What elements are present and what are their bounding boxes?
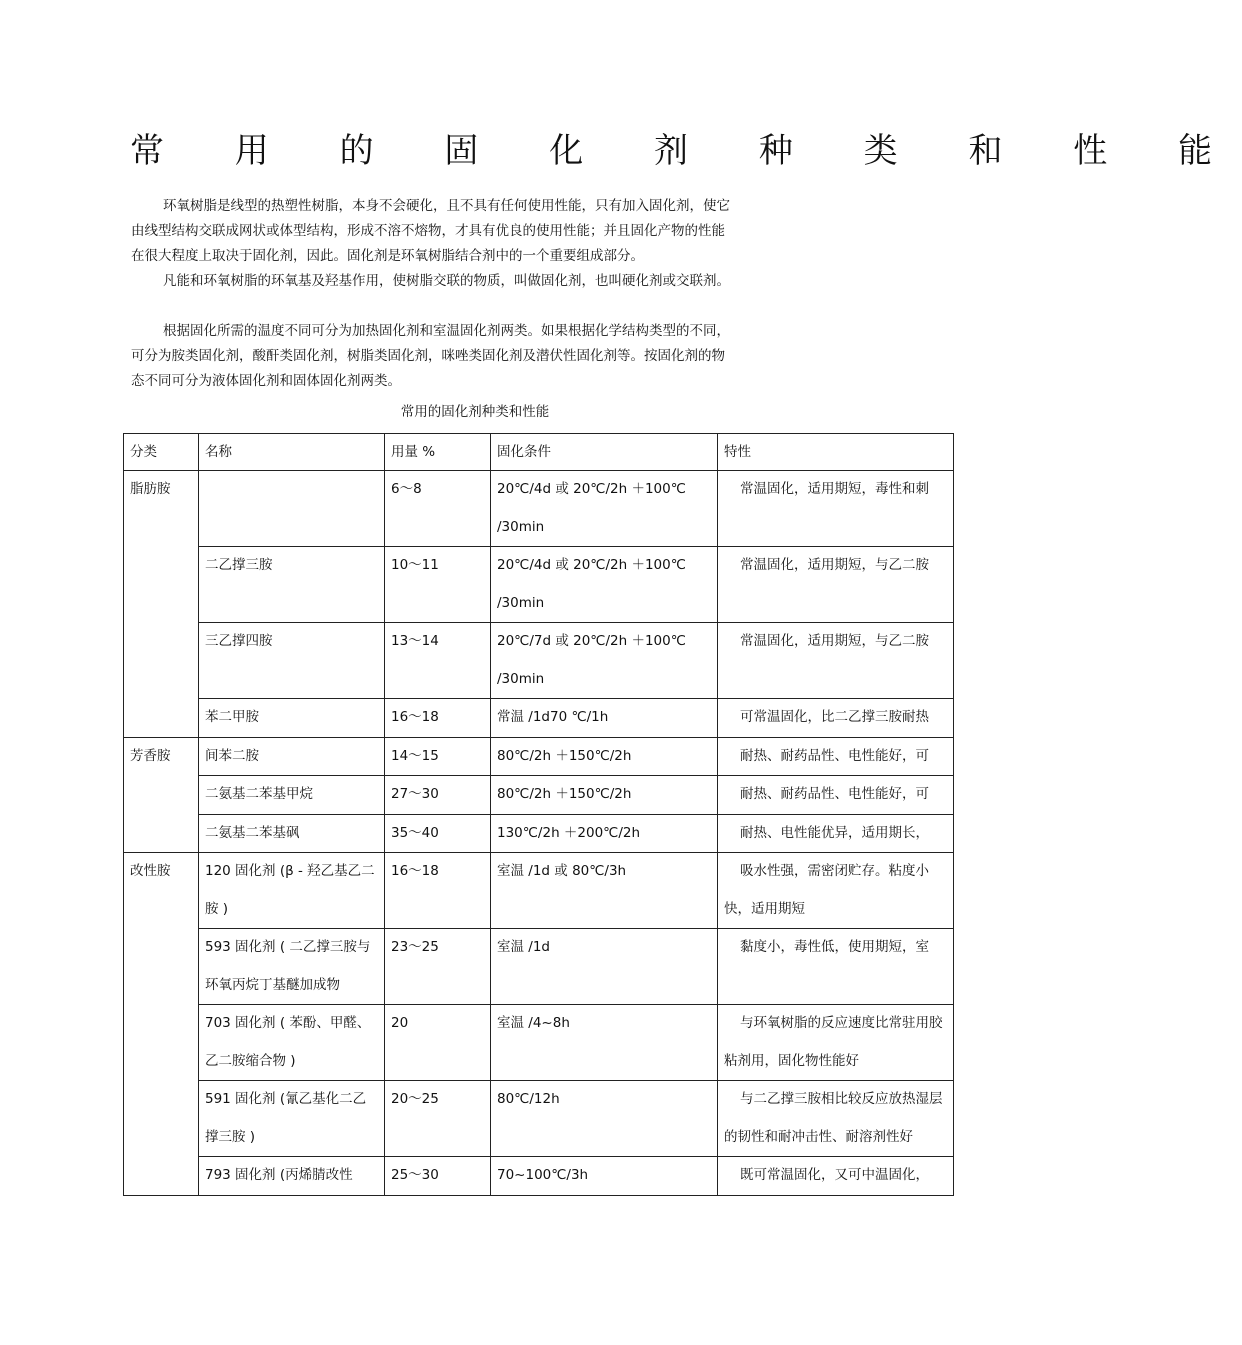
feature-cell: 可常温固化，比二乙撑三胺耐热: [718, 699, 954, 738]
name-cell: 二乙撑三胺: [199, 547, 385, 623]
amount-cell: 10～11: [385, 547, 491, 623]
condition-cell: 常温 /1d70 ℃/1h: [491, 699, 718, 738]
name-cell: 793 固化剂 (丙烯腈改性: [199, 1157, 385, 1196]
header-feature: 特性: [718, 434, 954, 471]
amount-cell: 20～25: [385, 1081, 491, 1157]
table-row: [124, 737, 954, 776]
name-cell: 间苯二胺: [199, 737, 385, 776]
condition-cell: 130℃/2h ＋200℃/2h: [491, 814, 718, 853]
category-cell: 改性胺: [124, 853, 199, 1196]
table-row: [124, 1157, 954, 1196]
name-cell: 苯二甲胺: [199, 699, 385, 738]
header-condition: 固化条件: [491, 434, 718, 471]
name-cell: 591 固化剂 (氰乙基化二乙撑三胺 ): [199, 1081, 385, 1157]
amount-cell: 20: [385, 1005, 491, 1081]
table-row: [124, 1005, 954, 1081]
amount-cell: 6～8: [385, 471, 491, 547]
name-cell: 二氨基二苯基甲烷: [199, 776, 385, 815]
table-row: [124, 1081, 954, 1157]
feature-cell: 耐热、耐药品性、电性能好，可: [718, 737, 954, 776]
feature-cell: 常温固化，适用期短，与乙二胺: [718, 547, 954, 623]
amount-cell: 16～18: [385, 853, 491, 929]
amount-cell: 16～18: [385, 699, 491, 738]
table-row: [124, 776, 954, 815]
name-cell: [199, 471, 385, 547]
table-row: [124, 929, 954, 1005]
feature-cell: 与环氧树脂的反应速度比常驻用胶粘剂用，固化物性能好: [718, 1005, 954, 1081]
table-row: [124, 814, 954, 853]
curing-agent-table: [123, 433, 954, 1196]
condition-cell: 70~100℃/3h: [491, 1157, 718, 1196]
page-title: 常 用 的 固 化 剂 种 类 和 性 能: [130, 131, 1242, 171]
amount-cell: 14～15: [385, 737, 491, 776]
category-cell: 脂肪胺: [124, 471, 199, 738]
amount-cell: 25～30: [385, 1157, 491, 1196]
classification-paragraph: 根据固化所需的温度不同可分为加热固化剂和室温固化剂两类。如果根据化学结构类型的不同，可分为胺类固化剂，酸酐类固化剂，树脂类固化剂，咪唑类固化剂及潜伏性固化剂等。按固化剂的物态不同可分为液体固化剂和固体固化剂两类。: [131, 323, 730, 389]
condition-cell: 80℃/2h ＋150℃/2h: [491, 776, 718, 815]
header-name: 名称: [199, 434, 385, 471]
table-row: [124, 623, 954, 699]
table-row: [124, 699, 954, 738]
table-row: [124, 853, 954, 929]
feature-cell: 耐热、电性能优异，适用期长，: [718, 814, 954, 853]
feature-cell: 耐热、耐药品性、电性能好，可: [718, 776, 954, 815]
category-cell: 芳香胺: [124, 737, 199, 853]
condition-cell: 20℃/4d 或 20℃/2h ＋100℃ /30min: [491, 547, 718, 623]
feature-cell: 与二乙撑三胺相比较反应放热湿层的韧性和耐冲击性、耐溶剂性好: [718, 1081, 954, 1157]
amount-cell: 13～14: [385, 623, 491, 699]
table-header-row: [124, 434, 954, 471]
condition-cell: 80℃/2h ＋150℃/2h: [491, 737, 718, 776]
amount-cell: 27～30: [385, 776, 491, 815]
header-amount: 用量 %: [385, 434, 491, 471]
header-category: 分类: [124, 434, 199, 471]
name-cell: 703 固化剂 ( 苯酚、甲醛、乙二胺缩合物 ): [199, 1005, 385, 1081]
name-cell: 三乙撑四胺: [199, 623, 385, 699]
feature-cell: 黏度小，毒性低，使用期短，室: [718, 929, 954, 1005]
name-cell: 二氨基二苯基砜: [199, 814, 385, 853]
condition-cell: 80℃/12h: [491, 1081, 718, 1157]
intro-paragraph: 环氧树脂是线型的热塑性树脂，本身不会硬化，且不具有任何使用性能，只有加入固化剂，使它由线型结构交联成网状或体型结构，形成不溶不熔物，才具有优良的使用性能；并且固化产物的性能在很大程度上取决于固化剂，因此。固化剂是环氧树脂结合剂中的一个重要组成部分。: [131, 198, 730, 264]
amount-cell: 23～25: [385, 929, 491, 1005]
name-cell: 593 固化剂 ( 二乙撑三胺与环氧丙烷丁基醚加成物: [199, 929, 385, 1005]
name-cell: 120 固化剂 (β - 羟乙基乙二胺 ): [199, 853, 385, 929]
condition-cell: 20℃/7d 或 20℃/2h ＋100℃ /30min: [491, 623, 718, 699]
condition-cell: 室温 /4~8h: [491, 1005, 718, 1081]
table-caption: 常用的固化剂种类和性能: [400, 404, 550, 420]
feature-cell: 常温固化，适用期短，与乙二胺: [718, 623, 954, 699]
feature-cell: 常温固化，适用期短，毒性和刺: [718, 471, 954, 547]
condition-cell: 20℃/4d 或 20℃/2h ＋100℃ /30min: [491, 471, 718, 547]
amount-cell: 35～40: [385, 814, 491, 853]
feature-cell: 既可常温固化，又可中温固化，: [718, 1157, 954, 1196]
table-row: [124, 471, 954, 547]
feature-cell: 吸水性强，需密闭贮存。粘度小快，适用期短: [718, 853, 954, 929]
condition-cell: 室温 /1d 或 80℃/3h: [491, 853, 718, 929]
table-row: [124, 547, 954, 623]
definition-paragraph: 凡能和环氧树脂的环氧基及羟基作用，使树脂交联的物质，叫做固化剂，也叫硬化剂或交联剂。: [163, 273, 730, 289]
condition-cell: 室温 /1d: [491, 929, 718, 1005]
